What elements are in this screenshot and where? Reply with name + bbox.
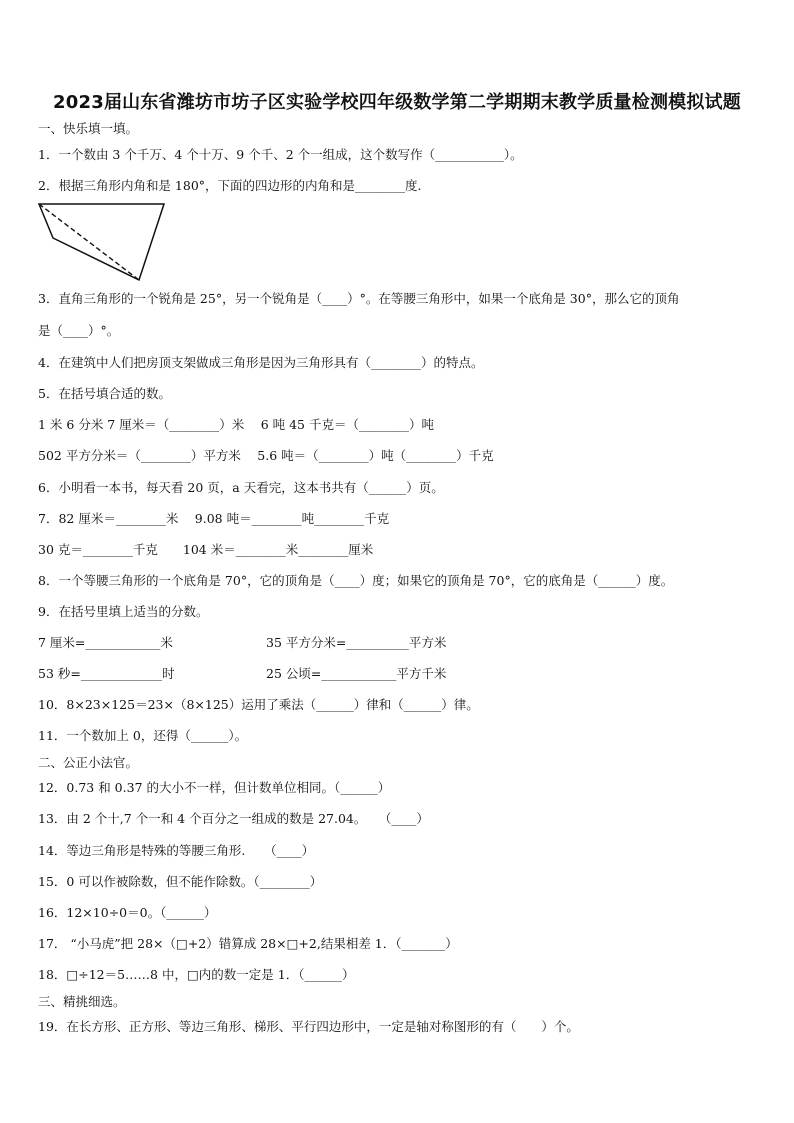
question-13: 13．由 2 个十,7 个一和 4 个百分之一组成的数是 27.04。 （____） bbox=[38, 811, 429, 826]
question-10: 10．8×23×125＝23×（8×125）运用了乘法（______）律和（______）律。 bbox=[38, 697, 479, 712]
question-6: 6．小明看一本书，每天看 20 页，a 天看完，这本书共有（______）页。 bbox=[38, 480, 444, 495]
question-1: 1．一个数由 3 个千万、4 个十万、9 个千、2 个一组成，这个数写作（___________）。 bbox=[38, 147, 523, 162]
question-17: 17． “小马虎”把 28×（□+2）错算成 28×□+2,结果相差 1．（_______） bbox=[38, 936, 458, 951]
question-12: 12．0.73 和 0.37 的大小不一样，但计数单位相同。（______） bbox=[38, 780, 391, 795]
question-9-item-2: 35 平方分米=__________平方米 bbox=[266, 635, 447, 650]
section-heading-2: 二、公正小法官。 bbox=[38, 755, 139, 770]
question-5: 5．在括号填合适的数。 bbox=[38, 386, 171, 401]
question-2: 2．根据三角形内角和是 180°，下面的四边形的内角和是________度. bbox=[38, 178, 422, 193]
question-3-line-2: 是（____）°。 bbox=[38, 323, 120, 338]
section-heading-1: 一、快乐填一填。 bbox=[38, 121, 139, 136]
section-heading-3: 三、精挑细选。 bbox=[38, 994, 126, 1009]
question-9: 9．在括号里填上适当的分数。 bbox=[38, 604, 209, 619]
question-14: 14．等边三角形是特殊的等腰三角形. （____） bbox=[38, 843, 315, 858]
question-7-row-2: 30 克＝________千克 104 米＝________米________厘米 bbox=[38, 542, 374, 557]
page-title: 2023届山东省潍坊市坊子区实验学校四年级数学第二学期期末教学质量检测模拟试题 bbox=[53, 92, 741, 113]
question-15: 15．0 可以作被除数，但不能作除数。（________） bbox=[38, 874, 323, 889]
question-4: 4．在建筑中人们把房顶支架做成三角形是因为三角形具有（________）的特点。 bbox=[38, 355, 484, 370]
diagonal-dashed-line bbox=[39, 204, 139, 280]
question-11: 11．一个数加上 0，还得（______）。 bbox=[38, 728, 248, 743]
question-7-row-1: 7．82 厘米＝________米 9.08 吨＝________吨________千克 bbox=[38, 511, 390, 526]
question-3-line-1: 3．直角三角形的一个锐角是 25°，另一个锐角是（____）°。在等腰三角形中，如果一个底角是 30°，那么它的顶角 bbox=[38, 291, 680, 306]
question-8: 8．一个等腰三角形的一个底角是 70°，它的顶角是（____）度；如果它的顶角是 70°，它的底角是（______）度。 bbox=[38, 573, 674, 588]
question-18: 18．□÷12＝5……8 中，□内的数一定是 1．（______） bbox=[38, 967, 355, 982]
question-16: 16．12×10÷0＝0。（______） bbox=[38, 905, 217, 920]
question-9-item-1: 7 厘米=____________米 bbox=[38, 635, 173, 650]
quadrilateral-figure bbox=[36, 201, 170, 287]
question-5-row-2: 502 平方分米＝（________）平方米 5.6 吨＝（________）吨（________）千克 bbox=[38, 448, 494, 463]
quadrilateral-shape bbox=[39, 204, 164, 280]
question-5-row-1: 1 米 6 分米 7 厘米＝（________）米 6 吨 45 千克＝（________）吨 bbox=[38, 417, 434, 432]
question-9-item-4: 25 公顷=____________平方千米 bbox=[266, 666, 447, 681]
question-19: 19．在长方形、正方形、等边三角形、梯形、平行四边形中，一定是轴对称图形的有（ ）个。 bbox=[38, 1019, 579, 1034]
question-9-item-3: 53 秒=_____________时 bbox=[38, 666, 175, 681]
